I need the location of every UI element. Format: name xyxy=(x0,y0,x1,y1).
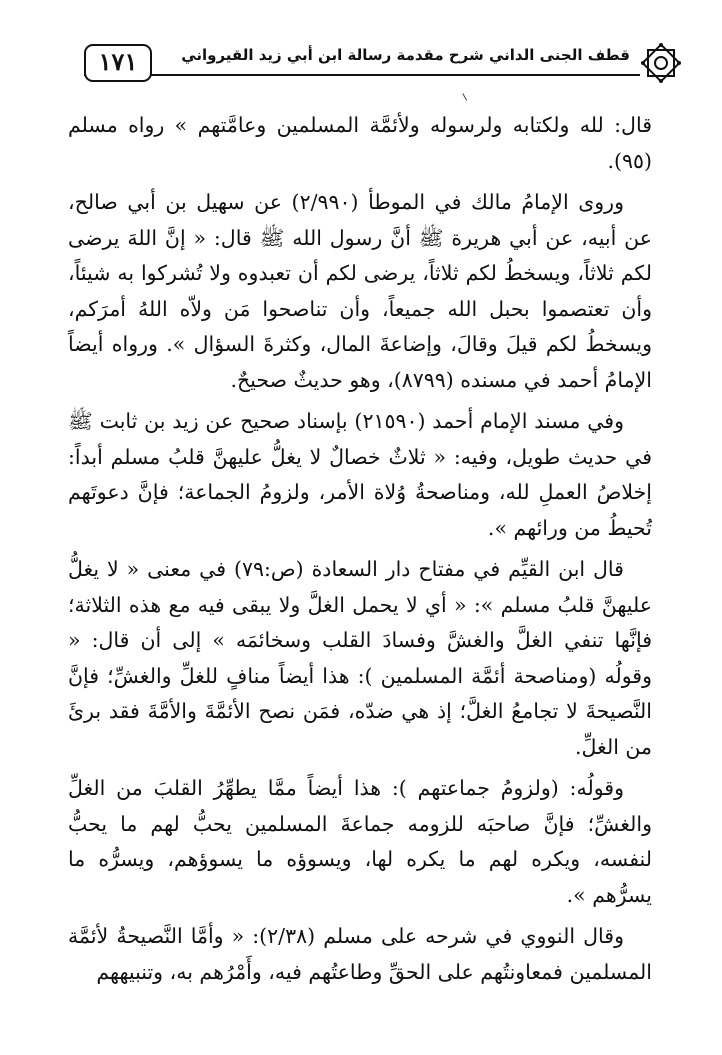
header-rule xyxy=(84,74,640,76)
body-text xyxy=(68,108,652,996)
paragraph: وفي مسند الإمام أحمد (٢١٥٩٠) بإسناد صحيح عن زيد بن ثابت ﷺ في حديث طويل، وفيه: « ثلاثٌ خصالٌ لا يغلُّ عليهنَّ قلبُ مسلم أبداً: إخلاصُ العملِ لله، ومناصحةُ وُلاة الأمر، ولزومُ الجماعة؛ فإنَّ دعوتَهم تُحيطُ من ورائهم ». xyxy=(68,409,652,540)
paragraph: وقولُه: (ولزومُ جماعتهم ): هذا أيضاً ممَّا يطهِّرُ القلبَ من الغلِّ والغشِّ؛ فإنَّ صاحبَه للزومه جماعةَ المسلمين يحبُّ لهم ما يحبُّ لنفسه، ويكره لهم ما يكره لها، ويسوؤه ما يسوؤهم، ويسرُّه ما يسرُّهم ». xyxy=(68,776,652,907)
paragraph: وقال النووي في شرحه على مسلم (٢/٣٨): « وأمَّا النَّصيحةُ لأئمَّة المسلمين فمعاونتُهم على الحقِّ وطاعتُهم فيه، وأَمْرُهم به، وتنبيههم xyxy=(68,924,652,984)
paragraph: قال: لله ولكتابه ولرسوله ولأئمَّة المسلمين وعامَّتهم » رواه مسلم (٩٥). xyxy=(68,113,652,173)
book-title: قطف الجنى الداني شرح مقدمة رسالة ابن أبي زيد القيرواني xyxy=(181,46,630,64)
page-header xyxy=(84,40,682,92)
page-number: ١٧١ xyxy=(84,44,152,82)
paragraph: قال ابن القيِّم في مفتاح دار السعادة (ص:٧٩) في معنى « لا يغلُّ عليهنَّ قلبُ مسلم »: « أي لا يحمل الغلَّ ولا يبقى فيه مع هذه الثلاثة؛ فإنَّها تنفي الغلَّ والغشَّ وفسادَ القلب وسخائمَه » إلى أن قال: « وقولُه (ومناصحة أئمَّة المسلمين ): هذا أيضاً منافٍ للغلِّ والغشِّ؛ فإنَّ النَّصيحةَ لا تجامعُ الغلَّ؛ إذ هي ضدّه، فمَن نصح الأئمَّةَ والأمَّةَ فقد برئَ من الغلِّ. xyxy=(68,557,652,759)
paragraph: وروى الإمامُ مالك في الموطأ (٢/٩٩٠) عن سهيل بن أبي صالح، عن أبيه، عن أبي هريرة ﷺ أنَّ رسول الله ﷺ قال: « إنَّ اللهَ يرضى لكم ثلاثاً، ويسخطُ لكم ثلاثاً، يرضى لكم أن تعبدوه ولا تُشركوا به شيئاً، وأن تعتصموا بحبل الله جميعاً، وأن تناصحوا مَن ولاّه اللهُ أمرَكم، ويسخطُ لكم قيلَ وقالَ، وإضاعةَ المال، وكثرةَ السؤال ». ورواه أيضاً الإمامُ أحمد في مسنده (٨٧٩٩)، وهو حديثٌ صحيحٌ. xyxy=(68,190,652,392)
star-ornament-icon xyxy=(640,42,682,84)
stray-mark xyxy=(462,91,470,100)
